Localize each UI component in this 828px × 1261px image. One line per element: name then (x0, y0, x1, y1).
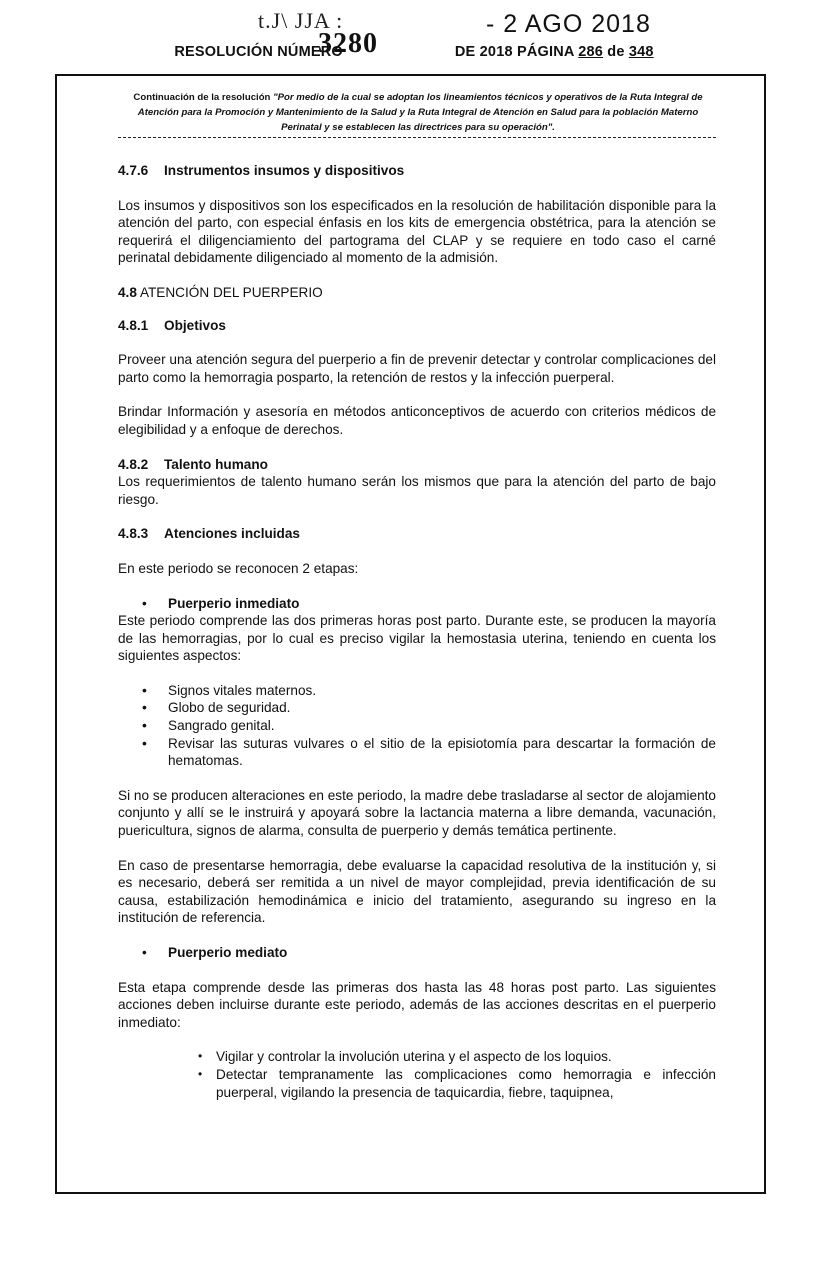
section-title: Talento humano (164, 456, 268, 472)
paragraph: Los requerimientos de talento humano serán los mismos que para la atención del parto de bajo riesgo. (118, 474, 716, 507)
section-heading-4-8-3 (118, 525, 716, 543)
dashed-divider (118, 137, 716, 138)
section-number: 4.8.3 (118, 526, 149, 542)
actions-list (118, 1048, 716, 1101)
paragraph: En caso de presentarse hemorragia, debe evaluarse la capacidad resolutiva de la institución y, si es necesario, deberá ser remitida a un nivel de mayor complejidad, previa identificación de su causa, estabilización hemodinámica e inicio del tratamiento, asegurando su ingreso en la institución de referencia. (118, 857, 716, 926)
continuation-quote: "Por medio de la cual se adoptan los lineamientos técnicos y operativos de la Ruta Integral de Atención para la Promoción y Mantenimiento de la Salud y la Ruta Integral de Atención en Salud para la población Materno Perinatal y se establecen las directrices para su operación". (137, 92, 703, 133)
section-number: 4.8.1 (118, 317, 149, 333)
page-number: 286 (578, 44, 604, 60)
resolution-label: RESOLUCIÓN NÚMERO (174, 44, 343, 60)
section-title: Atenciones incluidas (164, 526, 300, 542)
section-heading-4-7-6 (118, 162, 716, 180)
section-title: Instrumentos insumos y dispositivos (164, 163, 405, 178)
document-body (118, 162, 716, 1101)
handwritten-stamp-mark: t.J\ JJA : (258, 8, 344, 33)
resolution-number-stamp: 3280 (318, 28, 378, 59)
section-number: 4.8.2 (118, 456, 149, 472)
paragraph: Este periodo comprende las dos primeras horas post parto. Durante este, se producen la mayoría de las hemorragias, por lo cual es preciso vigilar la hemostasia uterina, teniendo en cuenta los siguientes aspectos: (118, 613, 716, 664)
resolution-header (0, 44, 828, 60)
paragraph: En este periodo se reconocen 2 etapas: (118, 560, 359, 576)
subheading-puerperio-mediato: • Puerperio mediato (118, 944, 716, 962)
paragraph: Los insumos y dispositivos son los especificados en la resolución de habilitación disponible para la atención del parto, con especial énfasis en los kits de emergencia obstétrica, para la atención se requerirá el diligenciamiento del partograma del CLAP y se requiere en todo caso el carné perinatal debidamente diligenciado al momento de la admisión. (118, 197, 716, 266)
paragraph: Brindar Información y asesoría en métodos anticonceptivos de acuerdo con criterios médicos de elegibilidad y a enfoque de derechos. (118, 404, 716, 437)
continuation-lead: Continuación de la resolución (133, 92, 271, 103)
section-title: ATENCIÓN DEL PUERPERIO (139, 284, 323, 300)
section-heading-4-8-1 (118, 317, 716, 335)
list-item: • Revisar las suturas vulvares o el sitio de la episiotomía para descartar la formación de hematomas. (118, 735, 716, 770)
list-item: • Globo de seguridad. (118, 699, 716, 717)
section-heading-4-8 (118, 284, 716, 302)
list-item: • Detectar tempranamente las complicaciones como hemorragia e infección puerperal, vigilando la presencia de taquicardia, fiebre, taquipnea, (118, 1066, 716, 1101)
paragraph: Si no se producen alteraciones en este periodo, la madre debe trasladarse al sector de alojamiento conjunto y allí se le instruirá y apoyará sobre la lactancia materna a libre demanda, vacunación, puericultura, signos de alarma, consulta de puerperio y demás temática pertinente. (118, 787, 716, 839)
year-page-label: DE 2018 PÁGINA (454, 44, 575, 60)
total-pages: 348 (628, 44, 654, 60)
paragraph: Proveer una atención segura del puerperio a fin de prevenir detectar y controlar complicaciones del parto como la hemorragia posparto, la retención de restos y la infección puerperal. (118, 352, 716, 385)
paragraph: Esta etapa comprende desde las primeras dos hasta las 48 horas post parto. Las siguientes acciones deben incluirse durante este periodo, además de las acciones descritas en el puerperio inmediato: (118, 979, 716, 1030)
section-number: 4.8 (118, 284, 137, 300)
list-item: • Sangrado genital. (118, 717, 716, 735)
list-item: • Vigilar y controlar la involución uterina y el aspecto de los loquios. (118, 1048, 716, 1066)
section-title: Objetivos (164, 317, 226, 333)
subheading-puerperio-inmediato: • Puerperio inmediato (118, 595, 716, 613)
aspects-list (118, 682, 716, 770)
total-label: de (607, 44, 625, 60)
section-heading-4-8-2 (118, 456, 716, 474)
list-item: • Signos vitales maternos. (118, 682, 716, 700)
date-stamp: - 2 AGO 2018 (486, 10, 651, 38)
section-number: 4.7.6 (118, 163, 149, 178)
continuation-note (118, 90, 718, 135)
